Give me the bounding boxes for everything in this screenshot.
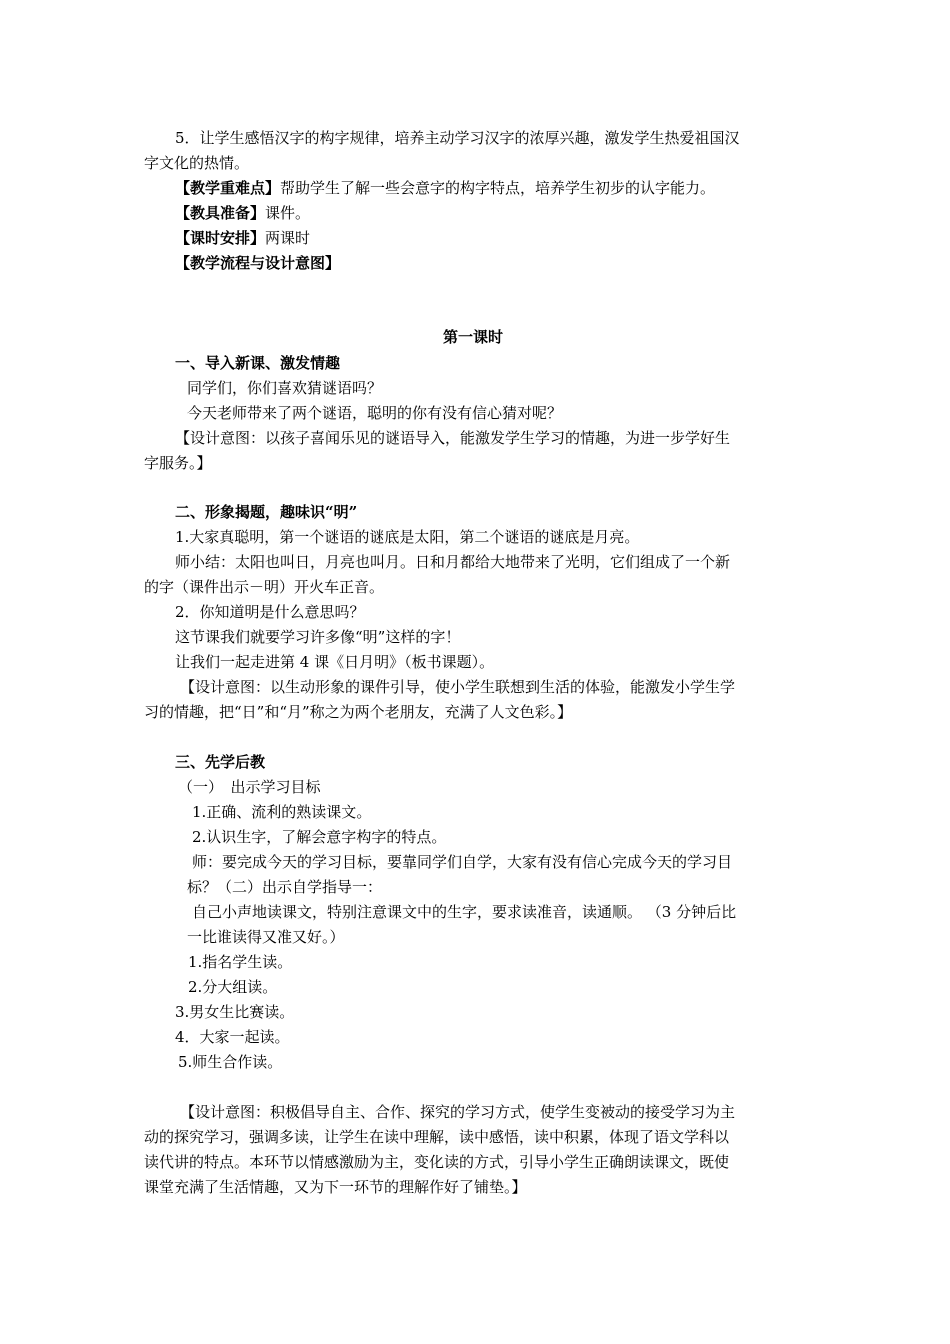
section-1-p1: 同学们，你们喜欢猜谜语吗？ (187, 379, 383, 397)
section-3-sub-1: （一） 出示学习目标 (178, 778, 321, 796)
section-3-teacher-line-2: 标？（二）出示自学指导一： (187, 878, 383, 896)
section-3-read-5: 5.师生合作读。 (178, 1053, 283, 1071)
section-2-p2-line-1: 师小结：太阳也叫日，月亮也叫月。日和月都给大地带来了光明，它们组成了一个新 (175, 553, 731, 571)
section-2-p1: 1.大家真聪明，第一个谜语的谜底是太阳，第二个谜语的谜底是月亮。 (175, 528, 640, 546)
section-3-read-2: 2.分大组读。 (188, 978, 278, 996)
section-1-design-line-1: 【设计意图：以孩子喜闻乐见的谜语导入，能激发学生学习的情趣，为进一步学好生 (175, 429, 731, 447)
lesson-title: 第一课时 (443, 328, 504, 346)
tools-line (175, 201, 310, 225)
section-3-design-line-3: 读代讲的特点。本环节以情感激励为主，变化读的方式，引导小学生正确朗读课文，既使 (144, 1153, 730, 1171)
key-points-line (175, 176, 715, 200)
schedule-line (175, 226, 310, 250)
section-3-design-line-4: 课堂充满了生活情趣，又为下一环节的理解作好了铺垫。】 (144, 1178, 527, 1196)
section-3-heading: 三、先学后教 (175, 753, 266, 771)
section-3-teacher-line-1: 师：要完成今天的学习目标，要靠同学们自学，大家有没有信心完成今天的学习目 (192, 853, 733, 871)
section-3-read-4: 4．大家一起读。 (175, 1028, 290, 1046)
schedule-label: 【课时安排】 (175, 229, 266, 247)
section-2-p4: 这节课我们就要学习许多像“明”这样的字！ (175, 628, 461, 646)
tools-text: 课件。 (265, 204, 311, 222)
section-3-read-1: 1.指名学生读。 (188, 953, 293, 971)
section-1-design-line-2: 字服务。】 (144, 454, 212, 472)
section-2-p5: 让我们一起走进第 4 课《日月明》（板书课题）。 (175, 653, 495, 671)
section-1-heading: 一、导入新课、激发情趣 (175, 354, 341, 372)
goal-5-line-1: 5．让学生感悟汉字的构字规律，培养主动学习汉字的浓厚兴趣，激发学生热爱祖国汉 (175, 129, 740, 147)
flow-label: 【教学流程与设计意图】 (175, 254, 341, 272)
section-1-p2: 今天老师带来了两个谜语，聪明的你有没有信心猜对呢？ (187, 404, 563, 422)
section-3-read-3: 3.男女生比赛读。 (175, 1003, 295, 1021)
section-2-p2-line-2: 的字（课件出示－明）开火车正音。 (144, 578, 385, 596)
goal-5-line-2: 字文化的热情。 (144, 154, 250, 172)
section-3-goal-2: 2.认识生字，了解会意字构字的特点。 (192, 828, 447, 846)
key-points-text: 帮助学生了解一些会意字的构字特点，培养学生初步的认字能力。 (280, 179, 716, 197)
section-3-guide-line-2: 一比谁读得又准又好。） (187, 928, 345, 946)
key-points-label: 【教学重难点】 (175, 179, 281, 197)
section-2-heading: 二、形象揭题，趣味识“明” (175, 503, 358, 521)
section-3-guide-line-1: 自己小声地读课文，特别注意课文中的生字，要求读准音，读通顺。 （3 分钟后比 (192, 903, 737, 921)
section-3-design-line-2: 动的探究学习，强调多读，让学生在读中理解，读中感悟，读中积累，体现了语文学科以 (144, 1128, 730, 1146)
section-3-goal-1: 1.正确、流利的熟读课文。 (192, 803, 372, 821)
section-2-design-line-1: 【设计意图：以生动形象的课件引导，使小学生联想到生活的体验，能激发小学生学 (180, 678, 736, 696)
schedule-text: 两课时 (265, 229, 311, 247)
section-2-design-line-2: 习的情趣，把“日”和“月”称之为两个老朋友，充满了人文色彩。】 (144, 703, 573, 721)
section-2-p3: 2．你知道明是什么意思吗？ (175, 603, 365, 621)
tools-label: 【教具准备】 (175, 204, 266, 222)
section-3-design-line-1: 【设计意图：积极倡导自主、合作、探究的学习方式，使学生变被动的接受学习为主 (180, 1103, 736, 1121)
